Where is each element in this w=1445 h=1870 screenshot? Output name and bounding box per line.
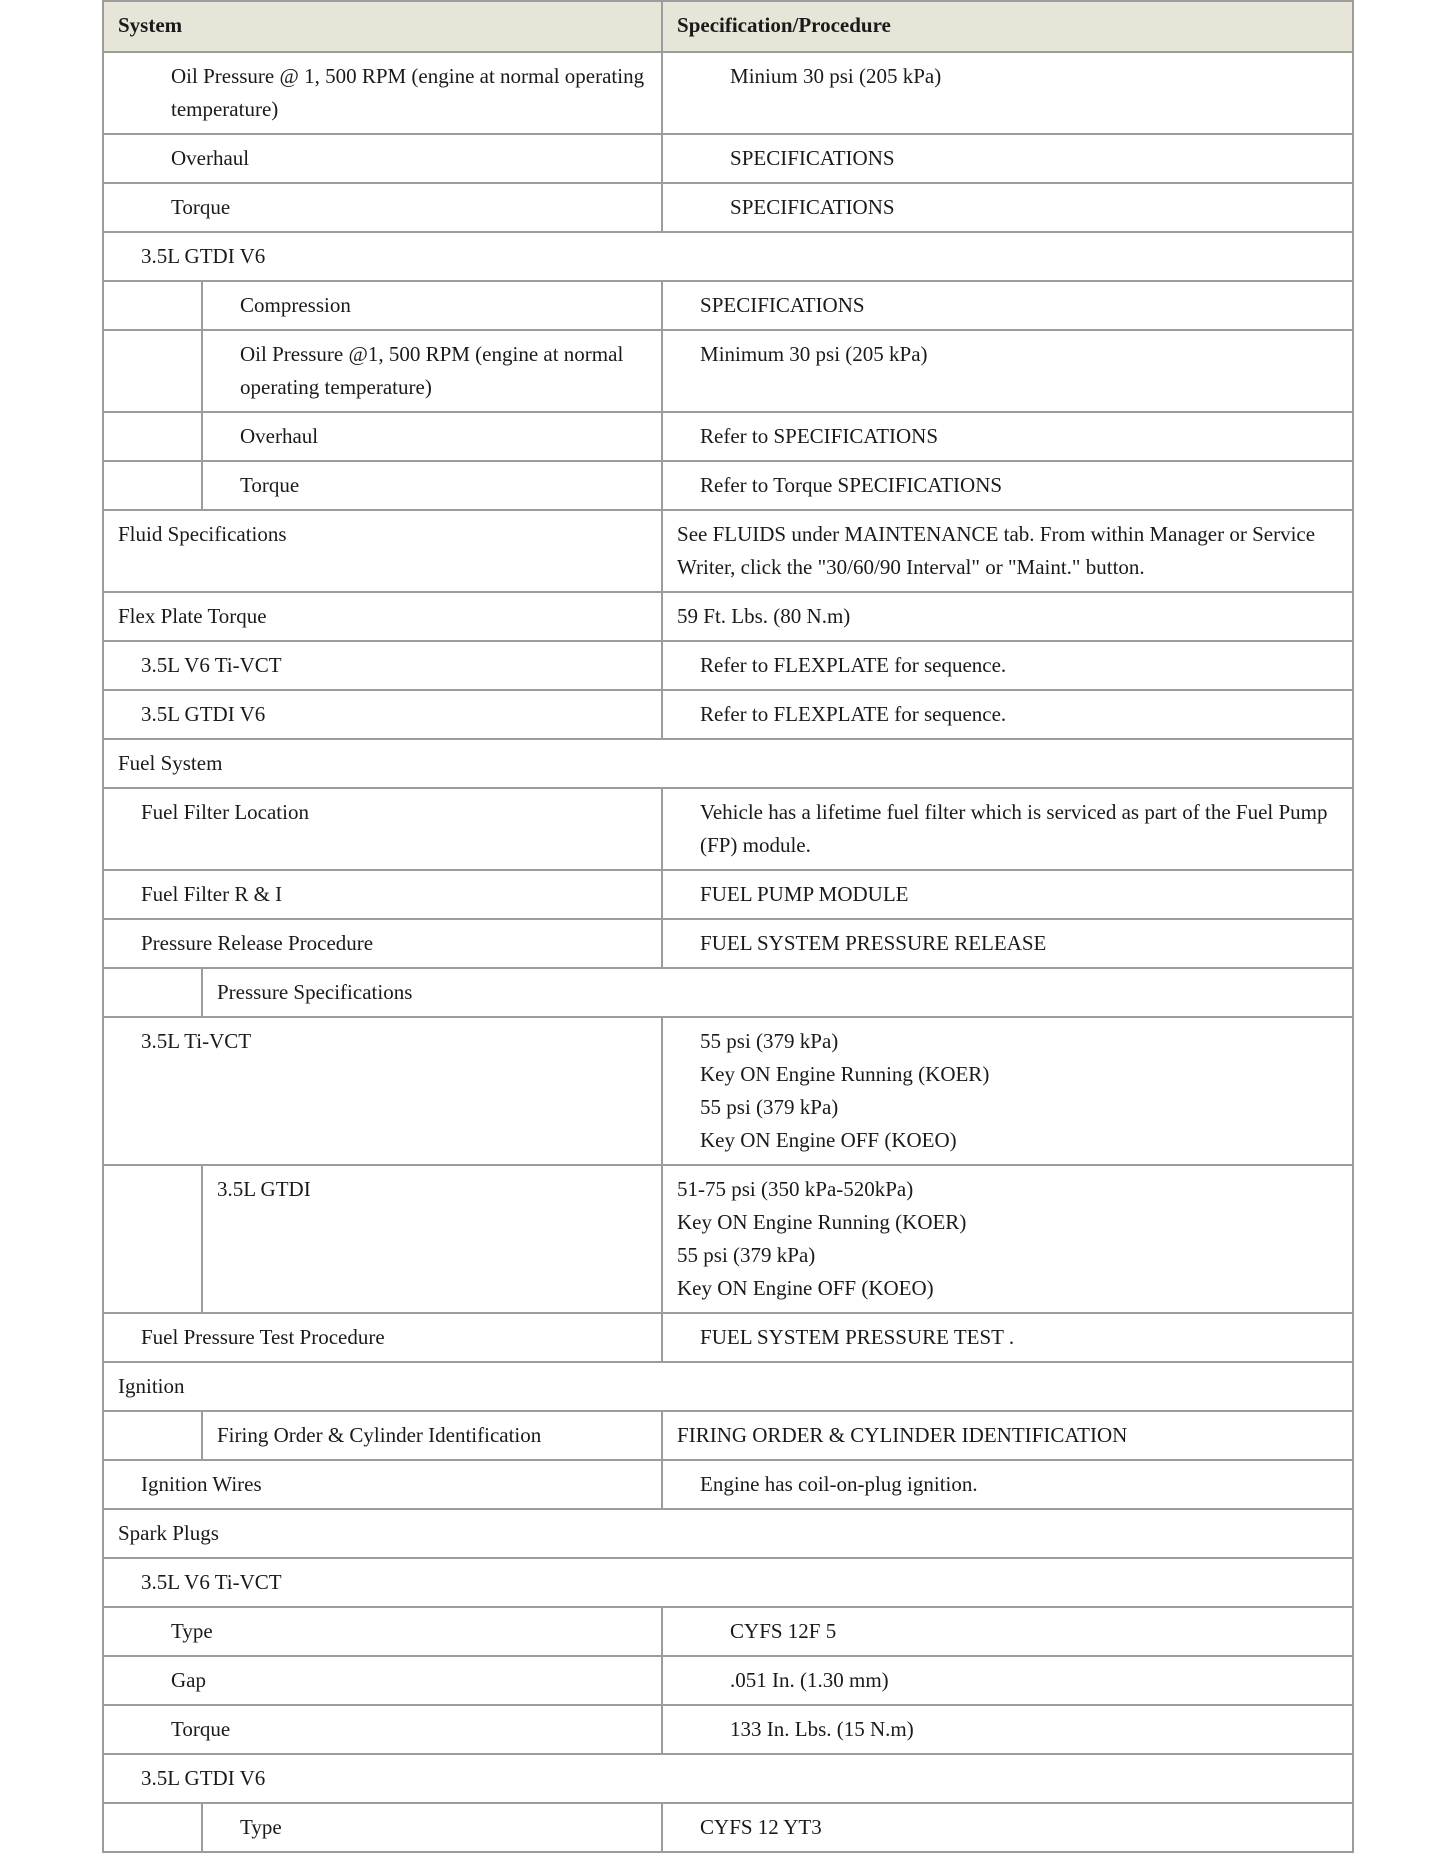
section-row	[103, 232, 1353, 281]
table-row	[103, 870, 1353, 919]
spec-cell: Refer to FLEXPLATE for sequence.	[662, 641, 1353, 690]
system-cell: Fuel Filter R & I	[103, 870, 662, 919]
spec-cell: CYFS 12 YT3	[662, 1803, 1353, 1852]
table-row	[103, 919, 1353, 968]
system-cell: Overhaul	[202, 412, 662, 461]
table-row	[103, 1656, 1353, 1705]
indent-cell	[103, 461, 202, 510]
section-cell: Pressure Specifications	[202, 968, 1353, 1017]
system-cell: Fuel Pressure Test Procedure	[103, 1313, 662, 1362]
spec-cell: FUEL SYSTEM PRESSURE TEST .	[662, 1313, 1353, 1362]
spec-cell: FIRING ORDER & CYLINDER IDENTIFICATION	[662, 1411, 1353, 1460]
header-row	[103, 1, 1353, 52]
system-cell: 3.5L Ti-VCT	[103, 1017, 662, 1165]
table-row	[103, 1313, 1353, 1362]
section-cell: 3.5L V6 Ti-VCT	[103, 1558, 1353, 1607]
system-cell: Torque	[103, 183, 662, 232]
spec-line: 55 psi (379 kPa)	[700, 1095, 839, 1119]
system-cell: Fluid Specifications	[103, 510, 662, 592]
section-row	[103, 739, 1353, 788]
spec-cell	[662, 1165, 1353, 1313]
table-row	[103, 52, 1353, 134]
section-cell: Spark Plugs	[103, 1509, 1353, 1558]
system-cell: Type	[202, 1803, 662, 1852]
system-cell: Overhaul	[103, 134, 662, 183]
system-cell: Torque	[202, 461, 662, 510]
table-row	[103, 1165, 1353, 1313]
system-cell: Oil Pressure @ 1, 500 RPM (engine at normal operating temperature)	[103, 52, 662, 134]
section-cell: Fuel System	[103, 739, 1353, 788]
table-row	[103, 1607, 1353, 1656]
spec-cell: Refer to SPECIFICATIONS	[662, 412, 1353, 461]
spec-line: Key ON Engine Running (KOER)	[677, 1210, 967, 1234]
spec-cell: SPECIFICATIONS	[662, 183, 1353, 232]
system-cell: Type	[103, 1607, 662, 1656]
table-row	[103, 1460, 1353, 1509]
spec-line: Key ON Engine OFF (KOEO)	[677, 1276, 934, 1300]
system-cell: Flex Plate Torque	[103, 592, 662, 641]
table-row	[103, 183, 1353, 232]
indent-cell	[103, 1165, 202, 1313]
system-cell: Pressure Release Procedure	[103, 919, 662, 968]
indent-cell	[103, 281, 202, 330]
system-cell: Ignition Wires	[103, 1460, 662, 1509]
table-row	[103, 1705, 1353, 1754]
spec-cell: SPECIFICATIONS	[662, 134, 1353, 183]
table-row	[103, 1803, 1353, 1852]
spec-cell: FUEL SYSTEM PRESSURE RELEASE	[662, 919, 1353, 968]
table-row	[103, 592, 1353, 641]
spec-cell: SPECIFICATIONS	[662, 281, 1353, 330]
header-spec: Specification/Procedure	[662, 1, 1353, 52]
system-cell: Compression	[202, 281, 662, 330]
system-cell: 3.5L GTDI	[202, 1165, 662, 1313]
spec-cell: .051 In. (1.30 mm)	[662, 1656, 1353, 1705]
spec-line: Key ON Engine OFF (KOEO)	[700, 1128, 957, 1152]
spec-table	[102, 0, 1354, 1853]
spec-line: 55 psi (379 kPa)	[677, 1243, 816, 1267]
table-row	[103, 641, 1353, 690]
section-cell: Ignition	[103, 1362, 1353, 1411]
spec-cell: 59 Ft. Lbs. (80 N.m)	[662, 592, 1353, 641]
spec-cell: 133 In. Lbs. (15 N.m)	[662, 1705, 1353, 1754]
section-row	[103, 968, 1353, 1017]
header-system: System	[103, 1, 662, 52]
section-cell: 3.5L GTDI V6	[103, 232, 1353, 281]
system-cell: Firing Order & Cylinder Identification	[202, 1411, 662, 1460]
spec-cell: Vehicle has a lifetime fuel filter which is serviced as part of the Fuel Pump (FP) module.	[662, 788, 1353, 870]
system-cell: 3.5L GTDI V6	[103, 690, 662, 739]
table-row	[103, 690, 1353, 739]
spec-cell: CYFS 12F 5	[662, 1607, 1353, 1656]
table-row	[103, 281, 1353, 330]
table-row	[103, 510, 1353, 592]
section-row	[103, 1754, 1353, 1803]
spec-cell: Refer to Torque SPECIFICATIONS	[662, 461, 1353, 510]
system-cell: 3.5L V6 Ti-VCT	[103, 641, 662, 690]
indent-cell	[103, 330, 202, 412]
table-row	[103, 1017, 1353, 1165]
indent-cell	[103, 1803, 202, 1852]
table-row	[103, 788, 1353, 870]
table-row	[103, 134, 1353, 183]
spec-line: 55 psi (379 kPa)	[700, 1029, 839, 1053]
spec-cell: See FLUIDS under MAINTENANCE tab. From within Manager or Service Writer, click the "30/60/90 Interval" or "Maint." button.	[662, 510, 1353, 592]
indent-cell	[103, 1411, 202, 1460]
table-row	[103, 330, 1353, 412]
system-cell: Oil Pressure @1, 500 RPM (engine at normal operating temperature)	[202, 330, 662, 412]
spec-cell: Minimum 30 psi (205 kPa)	[662, 330, 1353, 412]
table-row	[103, 412, 1353, 461]
system-cell: Gap	[103, 1656, 662, 1705]
spec-cell: Minium 30 psi (205 kPa)	[662, 52, 1353, 134]
spec-cell	[662, 1017, 1353, 1165]
section-row	[103, 1362, 1353, 1411]
section-row	[103, 1558, 1353, 1607]
table-row	[103, 461, 1353, 510]
spec-line: Key ON Engine Running (KOER)	[700, 1062, 990, 1086]
spec-line: 51-75 psi (350 kPa-520kPa)	[677, 1177, 914, 1201]
indent-cell	[103, 968, 202, 1017]
system-cell: Torque	[103, 1705, 662, 1754]
spec-cell: Engine has coil-on-plug ignition.	[662, 1460, 1353, 1509]
spec-cell: Refer to FLEXPLATE for sequence.	[662, 690, 1353, 739]
section-row	[103, 1509, 1353, 1558]
spec-cell: FUEL PUMP MODULE	[662, 870, 1353, 919]
section-cell: 3.5L GTDI V6	[103, 1754, 1353, 1803]
table-row	[103, 1411, 1353, 1460]
indent-cell	[103, 412, 202, 461]
system-cell: Fuel Filter Location	[103, 788, 662, 870]
